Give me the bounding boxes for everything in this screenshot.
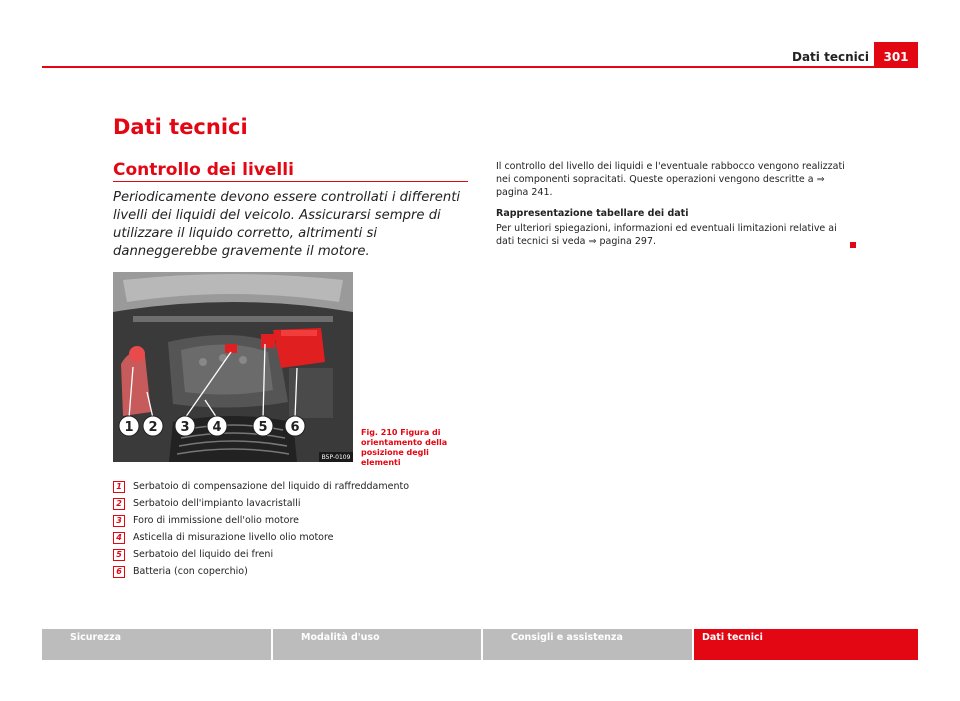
legend-text: Batteria (con coperchio) — [133, 566, 248, 577]
legend-number: 6 — [113, 566, 125, 578]
footer-tab-sicurezza[interactable]: Sicurezza — [42, 629, 271, 660]
legend-text: Serbatoio del liquido dei freni — [133, 549, 274, 560]
callout-1: 1 — [124, 420, 134, 435]
legend-number: 4 — [113, 532, 125, 544]
engine-bay-image — [113, 272, 353, 462]
header-rule — [42, 66, 918, 68]
legend-number: 1 — [113, 481, 125, 493]
section-end-marker — [850, 242, 856, 248]
legend-item — [113, 512, 409, 529]
section-rule — [113, 181, 468, 182]
footer-tab-dati-tecnici[interactable]: Dati tecnici — [694, 629, 918, 660]
subsection-title: Rappresentazione tabellare dei dati — [496, 208, 689, 219]
callout-4: 4 — [212, 420, 222, 435]
callout-6: 6 — [290, 420, 300, 435]
callout-2: 2 — [148, 420, 158, 435]
legend-number: 2 — [113, 498, 125, 510]
section-title: Controllo dei livelli — [113, 160, 294, 180]
footer-tab-consigli-assistenza[interactable]: Consigli e assistenza — [483, 629, 692, 660]
running-header-title: Dati tecnici — [792, 50, 869, 64]
intro-paragraph: Periodicamente devono essere controllati i differenti livelli dei liquidi del veicolo. Assicurarsi sempre di utilizzare il liquido corretto, altrimenti si danneggerebbe gravemente il motore. — [113, 190, 461, 259]
legend-number: 3 — [113, 515, 125, 527]
footer-navigation — [42, 629, 918, 660]
body-paragraph-1: Il controllo del livello dei liquidi e l'eventuale rabbocco vengono realizzati nei componenti sopracitati. Queste operazioni vengono descritte a ⇒ pagina 241. — [496, 161, 845, 198]
callout-5: 5 — [258, 420, 268, 435]
legend-item — [113, 563, 409, 580]
legend-number: 5 — [113, 549, 125, 561]
page-title: Dati tecnici — [113, 115, 248, 139]
legend-text: Serbatoio dell'impianto lavacristalli — [133, 498, 301, 509]
legend-item — [113, 546, 409, 563]
right-column — [496, 160, 846, 256]
figure-code: B5P-0109 — [321, 454, 351, 461]
callout-3: 3 — [180, 420, 190, 435]
legend-text: Asticella di misurazione livello olio motore — [133, 532, 334, 543]
legend-text: Serbatoio di compensazione del liquido di raffreddamento — [133, 481, 410, 492]
legend-list — [113, 478, 409, 580]
legend-item — [113, 478, 409, 495]
footer-tab-modalita-uso[interactable]: Modalità d'uso — [273, 629, 481, 660]
page-number: 301 — [874, 42, 918, 68]
legend-item — [113, 529, 409, 546]
legend-text: Foro di immissione dell'olio motore — [133, 515, 300, 526]
legend-item — [113, 495, 409, 512]
figure-caption: Fig. 210 Figura di orientamento della posizione degli elementi — [361, 428, 448, 467]
body-paragraph-2: Per ulteriori spiegazioni, informazioni ed eventuali limitazioni relative ai dati tecnici si veda ⇒ pagina 297. — [496, 223, 837, 247]
